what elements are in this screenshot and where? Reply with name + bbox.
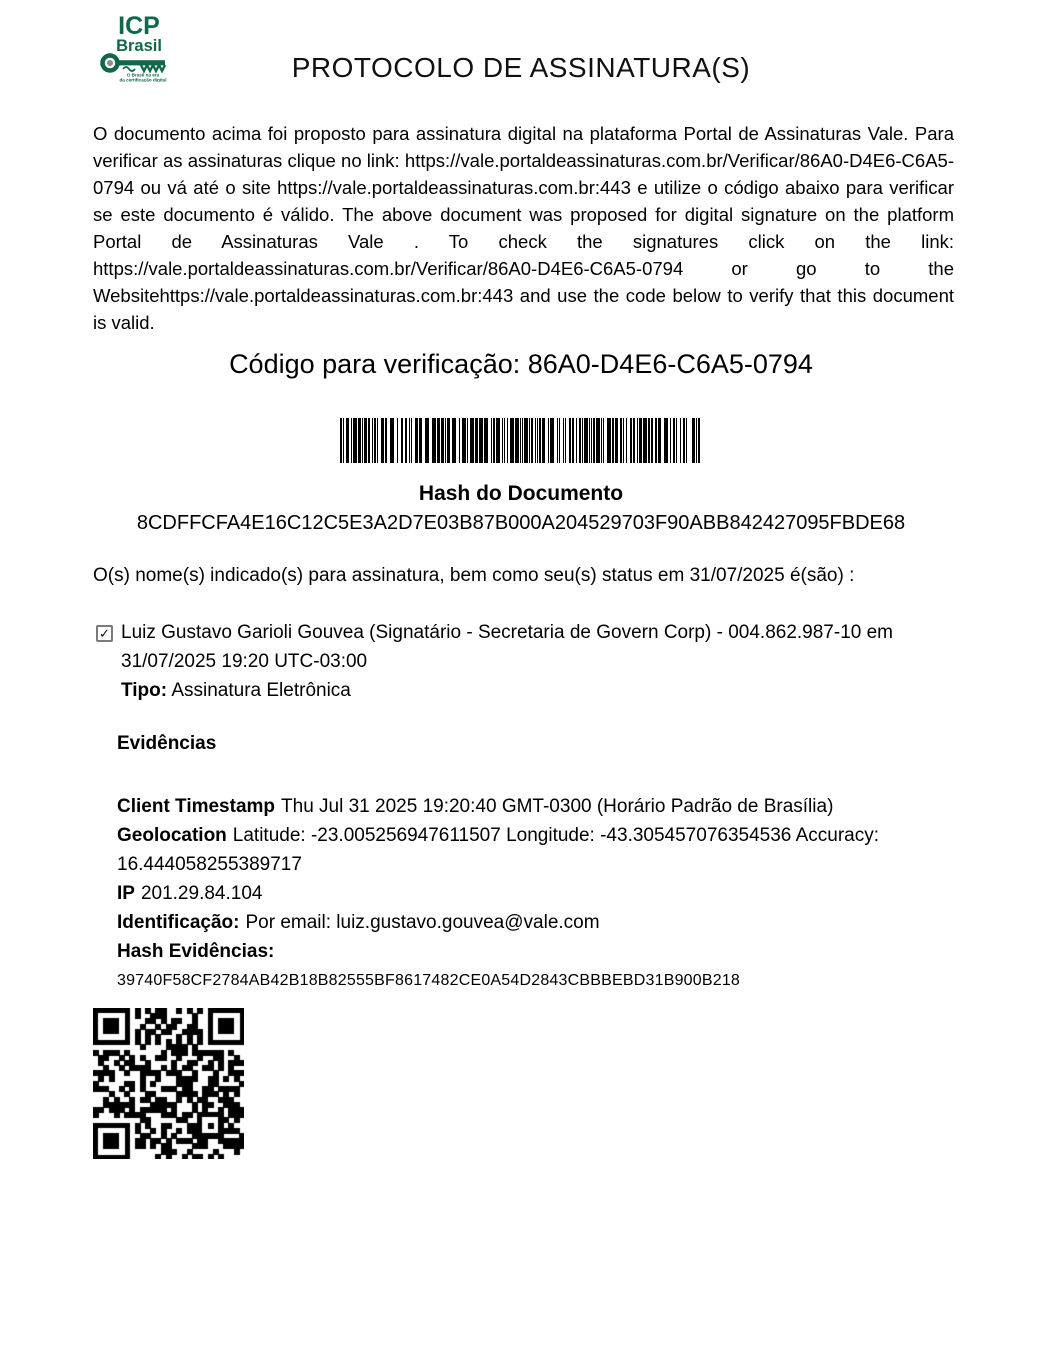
evidence-hash-value: 39740F58CF2784AB42B18B82555BF8617482CE0A54D2843CBBBEBD31B900B218 [117,972,741,989]
tipo-value: Assinatura Eletrônica [171,680,351,701]
verification-code-line [0,349,1042,380]
tipo-label: Tipo: [121,680,168,701]
evidence-line-client-timestamp [117,792,947,821]
identificacao-value: Por email: luiz.gustavo.gouvea@vale.com [245,912,600,933]
logo-tagline-1: O Brasil na era [126,72,160,78]
evidence-line-hash-label [117,937,947,966]
logo-tagline-2: da certificação digital [119,77,167,82]
document-hash-heading: Hash do Documento [418,482,624,505]
client-timestamp-value: Thu Jul 31 2025 19:20:40 GMT-0300 (Horário Padrão de Brasília) [281,796,834,817]
verification-code-value: 86A0-D4E6-C6A5-0794 [527,349,813,379]
hash-evidencias-label: Hash Evidências: [117,941,275,962]
page-title: PROTOCOLO DE ASSINATURA(S) [291,52,751,83]
signer-row [96,618,952,705]
evidence-line-identificacao [117,908,947,937]
intro-paragraph: O documento acima foi proposto para assinatura digital na plataforma Portal de Assinaturas Vale. Para verificar as assinaturas clique no link: https://vale.portaldeassinaturas.com.br/Verificar/86A0-D4E6-C6A5-0794 ou vá até o site https://vale.portaldeassinaturas.com.br:443 e utilize o código abaixo para verificar se este documento é válido. The above document was proposed for digital signature on the platform Portal de Assinaturas Vale . To check the signatures click on the link: https://vale.portaldeassinaturas.com.br/Verificar/86A0-D4E6-C6A5-0794 or go to the Websitehttps://vale.portaldeassinaturas.com.br:443 and use the code below to verify that this document is valid. [93,123,954,333]
signer-tipo-line [121,676,943,705]
status-line: O(s) nome(s) indicado(s) para assinatura, bem como seu(s) status em 31/07/2025 é(são) : [93,565,855,586]
evidences-heading: Evidências [117,733,217,754]
geolocation-value: Latitude: -23.005256947611507 Longitude: -43.305457076354536 Accuracy: 16.444058255389717 [117,825,879,875]
evidences-block [117,792,947,995]
ip-label: IP [117,883,135,904]
barcode-image [0,418,1042,463]
document-hash-value: 8CDFFCFA4E16C12C5E3A2D7E03B87B000A204529703F90ABB842427095FBDE68 [136,512,906,534]
logo-text-icp: ICP [118,12,160,40]
signer-name-line: Luiz Gustavo Garioli Gouvea (Signatário - Secretaria de Govern Corp) - 004.862.987-10 em 31/07/2025 19:20 UTC-03:00 [121,622,894,672]
signer-checkbox[interactable] [96,625,113,642]
ip-value: 201.29.84.104 [140,883,263,904]
verification-code-label: Código para verificação: [229,349,521,379]
client-timestamp-label: Client Timestamp [117,796,276,817]
geolocation-label: Geolocation [117,825,227,846]
logo-text-brasil: Brasil [116,37,162,55]
evidence-line-ip [117,879,947,908]
checkmark-icon: ✓ [99,626,110,641]
identificacao-label: Identificação: [117,912,240,933]
evidence-line-geolocation [117,821,947,879]
qr-code-image [93,1008,244,1159]
